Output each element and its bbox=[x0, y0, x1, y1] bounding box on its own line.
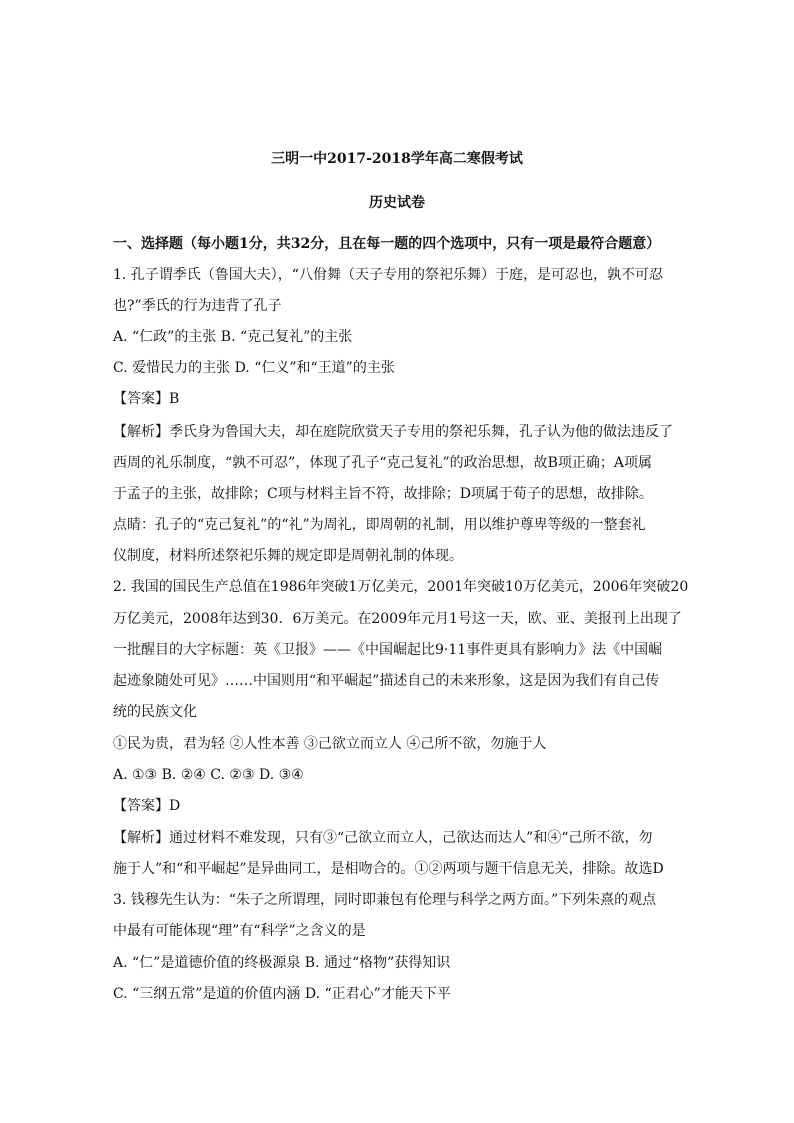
question-3-stem-line-1: 3. 钱穆先生认为：“朱子之所谓理，同时即兼包有伦理与科学之两方面。”下列朱熹的观点 bbox=[113, 892, 657, 908]
question-1-options-cd: C. 爱惜民力的主张 D. “仁义”和“王道”的主张 bbox=[113, 360, 395, 376]
question-3-stem-line-2: 中最有可能体现“理”有“科学”之含义的是 bbox=[113, 923, 366, 939]
question-3-options-cd: C. “三纲五常”是道的价值内涵 D. “正君心”才能天下平 bbox=[113, 986, 451, 1002]
question-2-stem-line-2: 万亿美元，2008年达到30．6万美元。在2009年元月1号这一天，欧、亚、美报刊上出现了 bbox=[113, 611, 682, 627]
exam-title: 三明一中2017-2018学年高二寒假考试 bbox=[271, 151, 523, 167]
question-2-options: A. ①③ B. ②④ C. ②③ D. ③④ bbox=[113, 767, 304, 783]
question-1-stem-line-2: 也?”季氏的行为违背了孔子 bbox=[113, 298, 282, 314]
exam-subtitle: 历史试卷 bbox=[369, 195, 425, 211]
question-1-answer: 【答案】B bbox=[113, 391, 180, 407]
question-2-stem-line-1: 2. 我国的国民生产总值在1986年突破1万亿美元，2001年突破10万亿美元，2006年突破20 bbox=[113, 579, 689, 595]
question-2-items: ①民为贵，君为轻 ②人性本善 ③己欲立而立人 ④己所不欲，勿施于人 bbox=[113, 736, 547, 752]
question-1-options-ab: A. “仁政”的主张 B. “克己复礼”的主张 bbox=[113, 329, 353, 345]
question-2-analysis-line-2: 施于人”和“和平崛起”是异曲同工，是相吻合的。①②两项与题干信息无关，排除。故选D bbox=[113, 861, 664, 877]
question-2-answer: 【答案】D bbox=[113, 798, 181, 814]
question-2-analysis-line-1: 【解析】通过材料不难发现，只有③“己欲立而立人，己欲达而达人”和④“己所不欲，勿 bbox=[113, 830, 653, 846]
question-1-stem-line-1: 1. 孔子谓季氏（鲁国大夫），“八佾舞（天子专用的祭祀乐舞）于庭，是可忍也，孰不可忍 bbox=[113, 267, 663, 283]
question-1-note-line-2: 仪制度，材料所述祭祀乐舞的规定即是周朝礼制的体现。 bbox=[113, 548, 463, 564]
question-2-stem-line-4: 起迹象随处可见》……中国则用“和平崛起”描述自己的未来形象，这是因为我们有自己传 bbox=[113, 673, 660, 689]
question-1-analysis-line-1: 【解析】季氏身为鲁国大夫，却在庭院欣赏天子专用的祭祀乐舞，孔子认为他的做法违反了 bbox=[113, 424, 673, 440]
question-2-stem-line-3: 一批醒目的大字标题：英《卫报》——《中国崛起比9·11事件更具有影响力》法《中国崛 bbox=[113, 642, 663, 658]
question-1-analysis-line-2: 西周的礼乐制度，“孰不可忍”，体现了孔子“克己复礼”的政治思想，故B项正确；A项属 bbox=[113, 455, 653, 471]
question-1-analysis-line-3: 于孟子的主张，故排除；C项与材料主旨不符，故排除；D项属于荀子的思想，故排除。 bbox=[113, 486, 653, 502]
section-heading: 一、选择题（每小题1分，共32分，且在每一题的四个选项中，只有一项是最符合题意） bbox=[113, 236, 661, 252]
question-3-options-ab: A. “仁”是道德价值的终极源泉 B. 通过“格物”获得知识 bbox=[113, 955, 451, 971]
question-1-note-line-1: 点睛：孔子的“克己复礼”的“礼”为周礼，即周朝的礼制，用以维护尊卑等级的一整套礼 bbox=[113, 517, 646, 533]
question-2-stem-line-5: 统的民族文化 bbox=[113, 704, 197, 720]
